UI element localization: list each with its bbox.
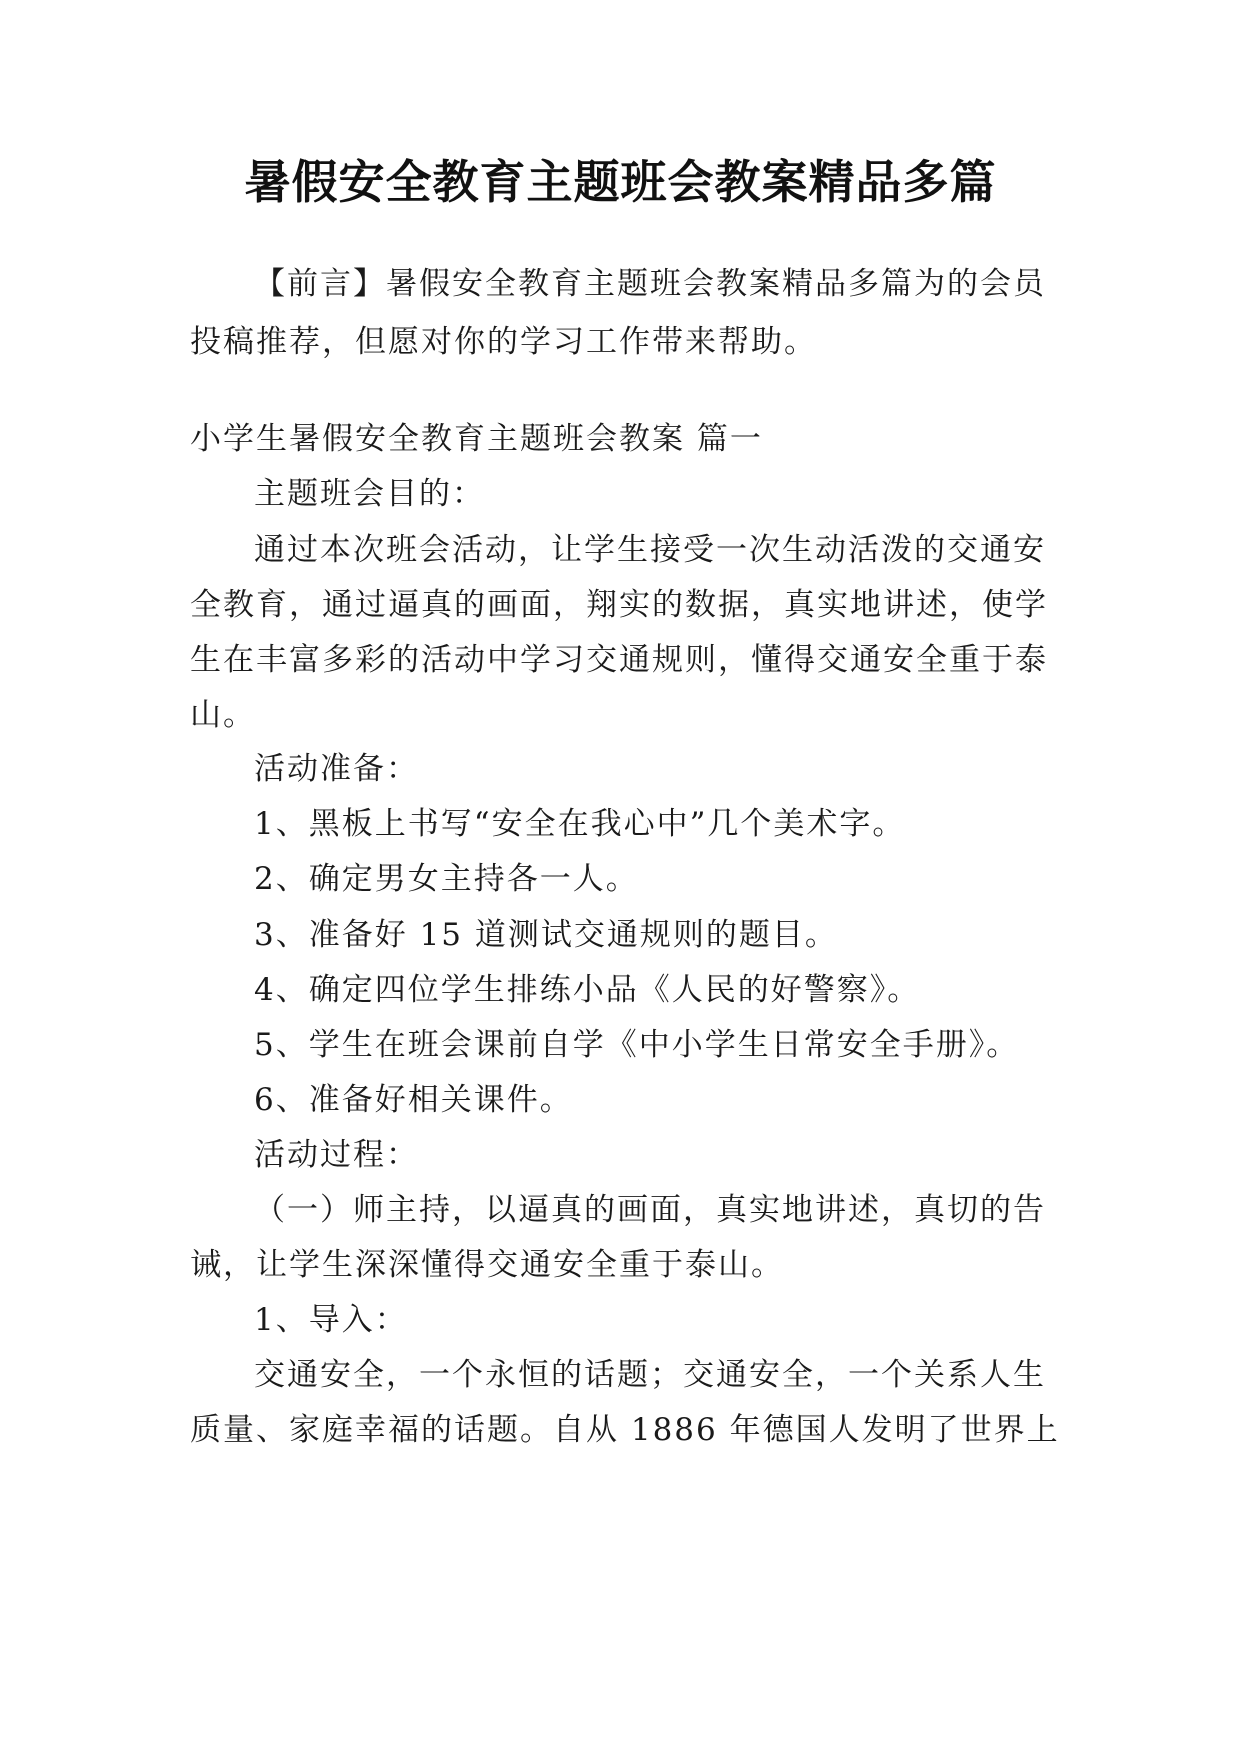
intro-label: 1、导入： [254,1302,408,1338]
preface-line-2: 投稿推荐，但愿对你的学习工作带来帮助。 [190,324,817,360]
purpose-text-line-1: 通过本次班会活动，让学生接受一次生动活泼的交通安 [254,532,1046,568]
preface-line-1: 【前言】暑假安全教育主题班会教案精品多篇为的会员 [254,266,1046,302]
prep-item: 1、黑板上书写“安全在我心中”几个美术字。 [254,806,906,842]
purpose-text-line-3: 生在丰富多彩的活动中学习交通规则，懂得交通安全重于泰 [190,642,1048,678]
process-label: 活动过程： [254,1137,419,1173]
prep-item: 2、确定男女主持各一人。 [254,861,639,897]
intro-text-line-2: 质量、家庭幸福的话题。自从 1886 年德国人发明了世界上 [190,1412,1060,1448]
process-step-1-line-1: （一）师主持，以逼真的画面，真实地讲述，真切的告 [254,1192,1046,1228]
document-title: 暑假安全教育主题班会教案精品多篇 [244,155,997,209]
purpose-text-line-2: 全教育，通过逼真的画面，翔实的数据，真实地讲述，使学 [190,587,1048,623]
process-step-1-line-2: 诫，让学生深深懂得交通安全重于泰山。 [190,1247,784,1283]
prep-item: 6、准备好相关课件。 [254,1082,573,1118]
prep-item: 5、学生在班会课前自学《中小学生日常安全手册》。 [254,1027,1020,1063]
prep-item: 3、准备好 15 道测试交通规则的题目。 [254,917,838,953]
section-heading: 小学生暑假安全教育主题班会教案 篇一 [190,421,763,457]
prep-item: 4、确定四位学生排练小品《人民的好警察》。 [254,972,921,1008]
prep-label: 活动准备： [254,751,419,787]
purpose-label: 主题班会目的： [254,476,485,512]
purpose-text-line-4: 山。 [190,697,256,733]
intro-text-line-1: 交通安全，一个永恒的话题；交通安全，一个关系人生 [254,1357,1046,1393]
